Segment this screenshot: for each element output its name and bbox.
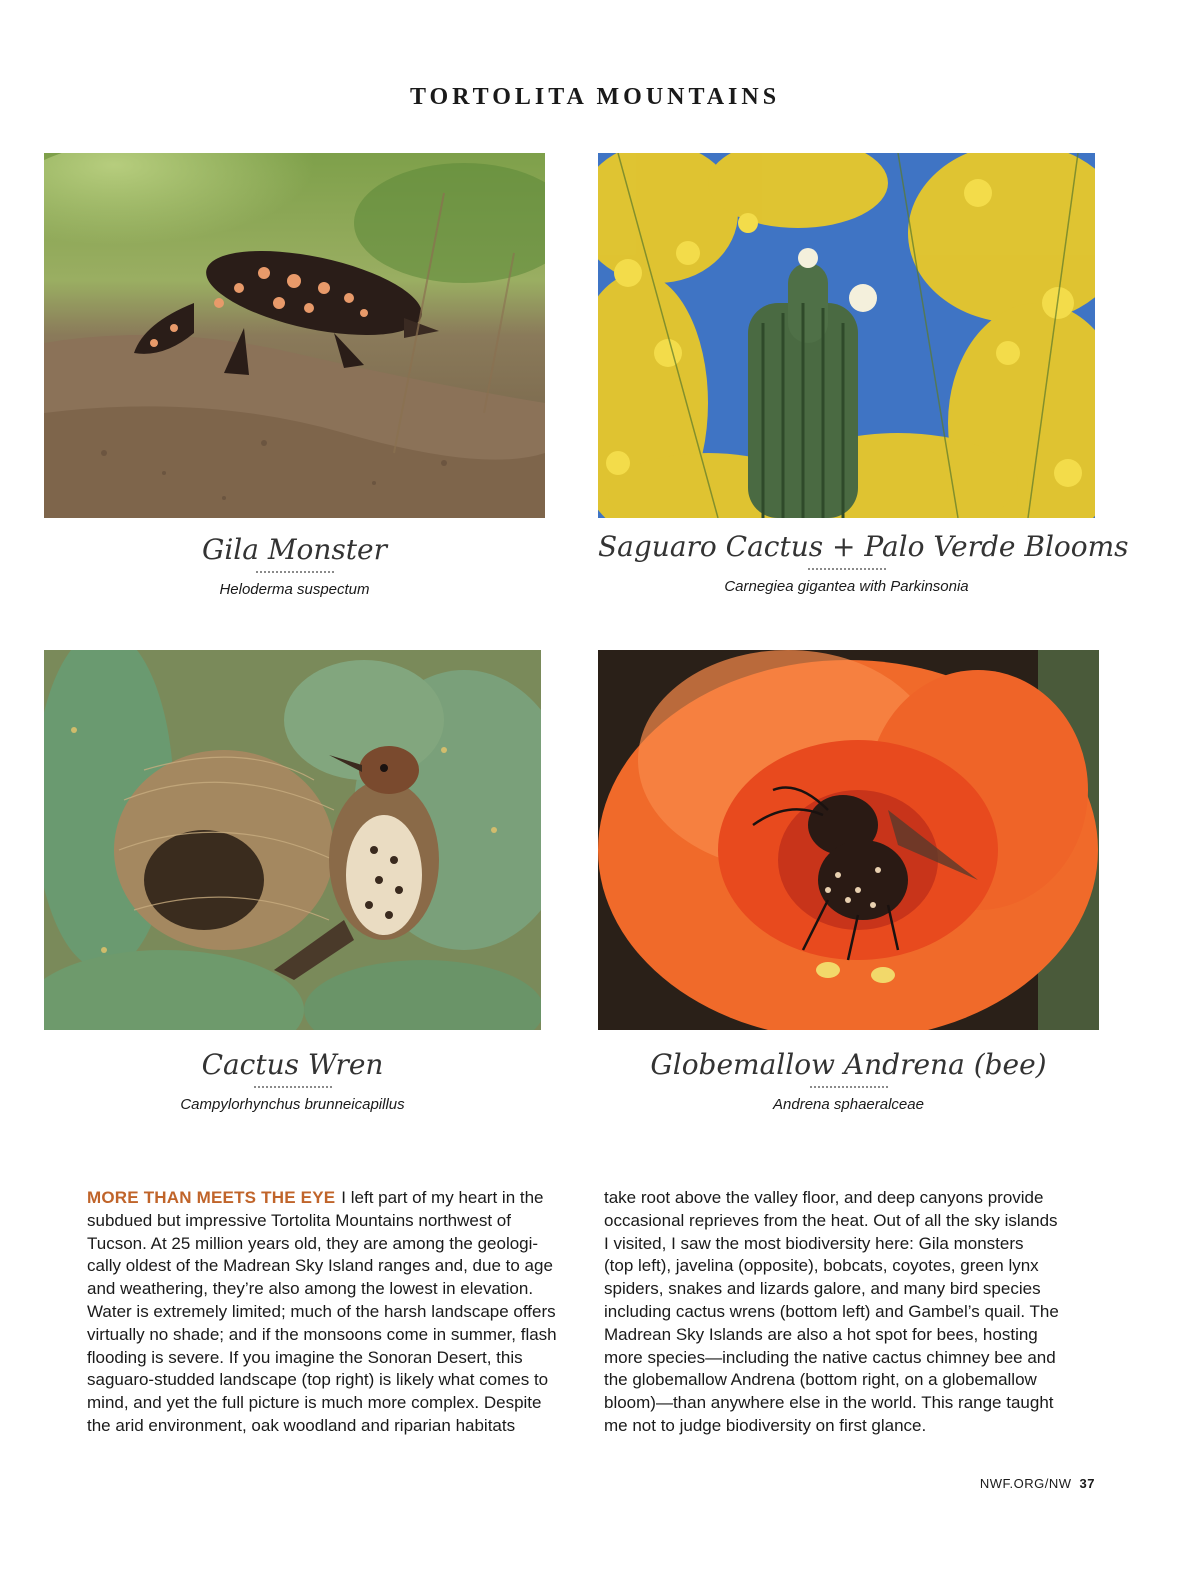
article-line: me not to judge biodiversity on first glance. xyxy=(604,1415,927,1435)
article-line: I visited, I saw the most biodiversity here: Gila monsters xyxy=(604,1233,1024,1253)
caption-cactus-wren xyxy=(44,1050,541,1113)
article-line: occasional reprieves from the heat. Out of all the sky islands xyxy=(604,1210,1058,1230)
article-line: Madrean Sky Islands are also a hot spot for bees, hosting xyxy=(604,1324,1038,1344)
article-line: subdued but impressive Tortolita Mountains northwest of xyxy=(87,1210,511,1230)
handwritten-label: Cactus Wren xyxy=(201,1048,384,1081)
article-line: Water is extremely limited; much of the harsh landscape offers xyxy=(87,1301,556,1321)
handwritten-label: Saguaro Cactus + Palo Verde Blooms xyxy=(598,530,1129,563)
caption-gila-monster xyxy=(44,535,545,598)
article-line: mind, and yet the full picture is much more complex. Despite xyxy=(87,1393,542,1413)
article-line: more species—including the native cactus chimney bee and xyxy=(604,1347,1056,1367)
gila-monster-photo xyxy=(44,153,545,518)
article-line: (top left), javelina (opposite), bobcats, coyotes, green lynx xyxy=(604,1256,1039,1276)
scientific-name: Campylorhynchus brunneicapillus xyxy=(180,1095,405,1113)
scientific-name: Heloderma suspectum xyxy=(219,580,370,598)
handwritten-label: Globemallow Andrena (bee) xyxy=(650,1048,1047,1081)
article-line: including cactus wrens (bottom left) and Gambel’s quail. The xyxy=(604,1301,1059,1321)
globemallow-bee-photo xyxy=(598,650,1099,1030)
article-line: spiders, snakes and lizards galore, and many bird species xyxy=(604,1279,1041,1299)
article-line xyxy=(87,1187,583,1210)
dotted-divider xyxy=(254,1085,332,1088)
article-column-right xyxy=(604,1187,1100,1438)
saguaro-cactus-photo xyxy=(598,153,1095,518)
dotted-divider xyxy=(256,570,334,573)
scientific-name: Carnegiea gigantea with Parkinsonia xyxy=(724,577,969,595)
article-line: virtually no shade; and if the monsoons come in summer, flash xyxy=(87,1324,557,1344)
page-number: 37 xyxy=(1079,1476,1095,1491)
article-line: Tucson. At 25 million years old, they are among the geologi- xyxy=(87,1233,539,1253)
dotted-divider xyxy=(808,567,886,570)
article-line: and weathering, they’re also among the lowest in elevation. xyxy=(87,1279,534,1299)
article-line: flooding is severe. If you imagine the Sonoran Desert, this xyxy=(87,1347,523,1367)
article-line: take root above the valley floor, and deep canyons provide xyxy=(604,1188,1044,1207)
caption-globemallow-bee xyxy=(598,1050,1099,1113)
page-title: TORTOLITA MOUNTAINS xyxy=(409,84,781,110)
article-line: bloom)—than anywhere else in the world. This range taught xyxy=(604,1393,1054,1413)
lead-in: MORE THAN MEETS THE EYE xyxy=(87,1188,336,1207)
article-line: the arid environment, oak woodland and riparian habitats xyxy=(87,1415,516,1435)
caption-saguaro-cactus xyxy=(598,530,1129,595)
article-column-left xyxy=(87,1187,583,1438)
scientific-name: Andrena sphaeralceae xyxy=(773,1095,924,1113)
site-url: NWF.ORG/NW xyxy=(979,1476,1072,1491)
article-line: the globemallow Andrena (bottom right, on a globemallow xyxy=(604,1370,1037,1390)
cactus-wren-photo xyxy=(44,650,541,1030)
article-text: I left part of my heart in the xyxy=(341,1188,544,1207)
dotted-divider xyxy=(810,1085,888,1088)
article-line: saguaro-studded landscape (top right) is likely what comes to xyxy=(87,1370,549,1390)
article-line: cally oldest of the Madrean Sky Island ranges and, due to age xyxy=(87,1256,553,1276)
page-folio xyxy=(980,1476,1095,1491)
handwritten-label: Gila Monster xyxy=(201,533,387,566)
